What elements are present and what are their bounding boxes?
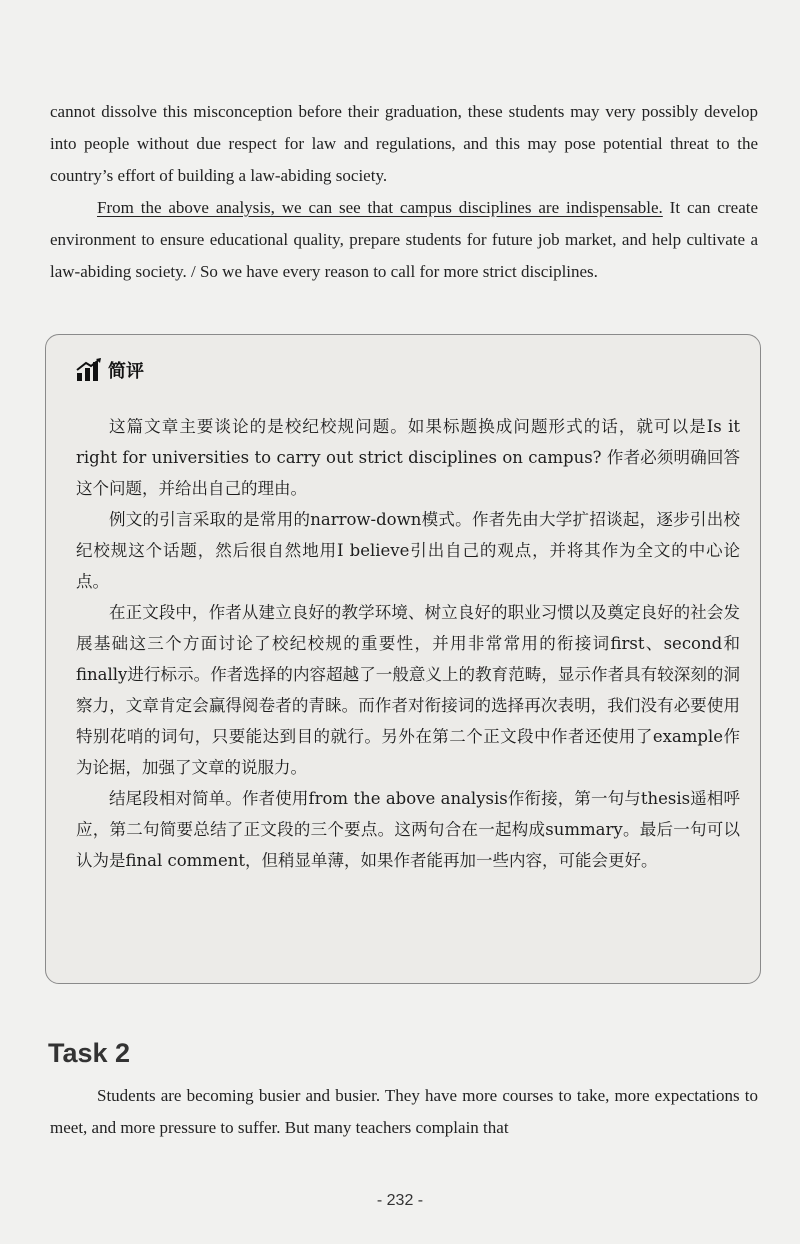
task-heading: Task 2 <box>48 1038 131 1068</box>
review-paragraph: 这篇文章主要谈论的是校纪校规问题。如果标题换成问题形式的话，就可以是Is it right for universities to carry out strict disciplines on campus? 作者必须明确回答这个问题，并给出自己的理由。 <box>76 417 740 498</box>
underlined-sentence: From the above analysis, we can see that campus disciplines are indispensable. <box>97 198 663 217</box>
review-header <box>76 355 144 385</box>
review-paragraph: 在正文段中，作者从建立良好的教学环境、树立良好的职业习惯以及奠定良好的社会发展基础这三个方面讨论了校纪校规的重要性，并用非常常用的衔接词first、second和finally进行标示。作者选择的内容超越了一般意义上的教育范畴，显示作者具有较深刻的洞察力，文章肯定会赢得阅卷者的青睐。而作者对衔接词的选择再次表明，我们没有必要使用特别花哨的词句，只要能达到目的就行。另外在第二个正文段中作者还使用了example作为论据，加强了文章的说服力。 <box>76 603 740 777</box>
review-paragraph: 结尾段相对简单。作者使用from the above analysis作衔接，第一句与thesis遥相呼应，第二句简要总结了正文段的三个要点。这两句合在一起构成summary。最后一句可以认为是final comment，但稍显单薄，如果作者能再加一些内容，可能会更好。 <box>76 789 740 870</box>
paragraph-continued: cannot dissolve this misconception before their graduation, these students may very possibly develop into people without due respect for law and regulations, and this may pose potential threat to the country’s effort of building a law-abiding society. <box>50 102 758 185</box>
review-title: 简评 <box>108 361 144 382</box>
task-text: Students are becoming busier and busier. They have more courses to take, more expectations to meet, and more pressure to suffer. But many teachers complain that <box>50 1086 758 1137</box>
review-paragraph: 例文的引言采取的是常用的narrow-down模式。作者先由大学扩招谈起，逐步引出校纪校规这个话题，然后很自然地用I believe引出自己的观点，并将其作为全文的中心论点。 <box>76 510 740 591</box>
review-box <box>45 334 761 984</box>
review-body <box>76 411 740 876</box>
conclusion-rest: It can create environment to ensure educational quality, prepare students for future job market, and help cultivate a law-abiding society. / So we have every reason to call for more strict disciplines. <box>50 198 759 281</box>
bar-chart-icon <box>76 358 102 382</box>
page-number: - 232 - <box>376 1192 424 1209</box>
paragraph-conclusion <box>50 192 758 288</box>
